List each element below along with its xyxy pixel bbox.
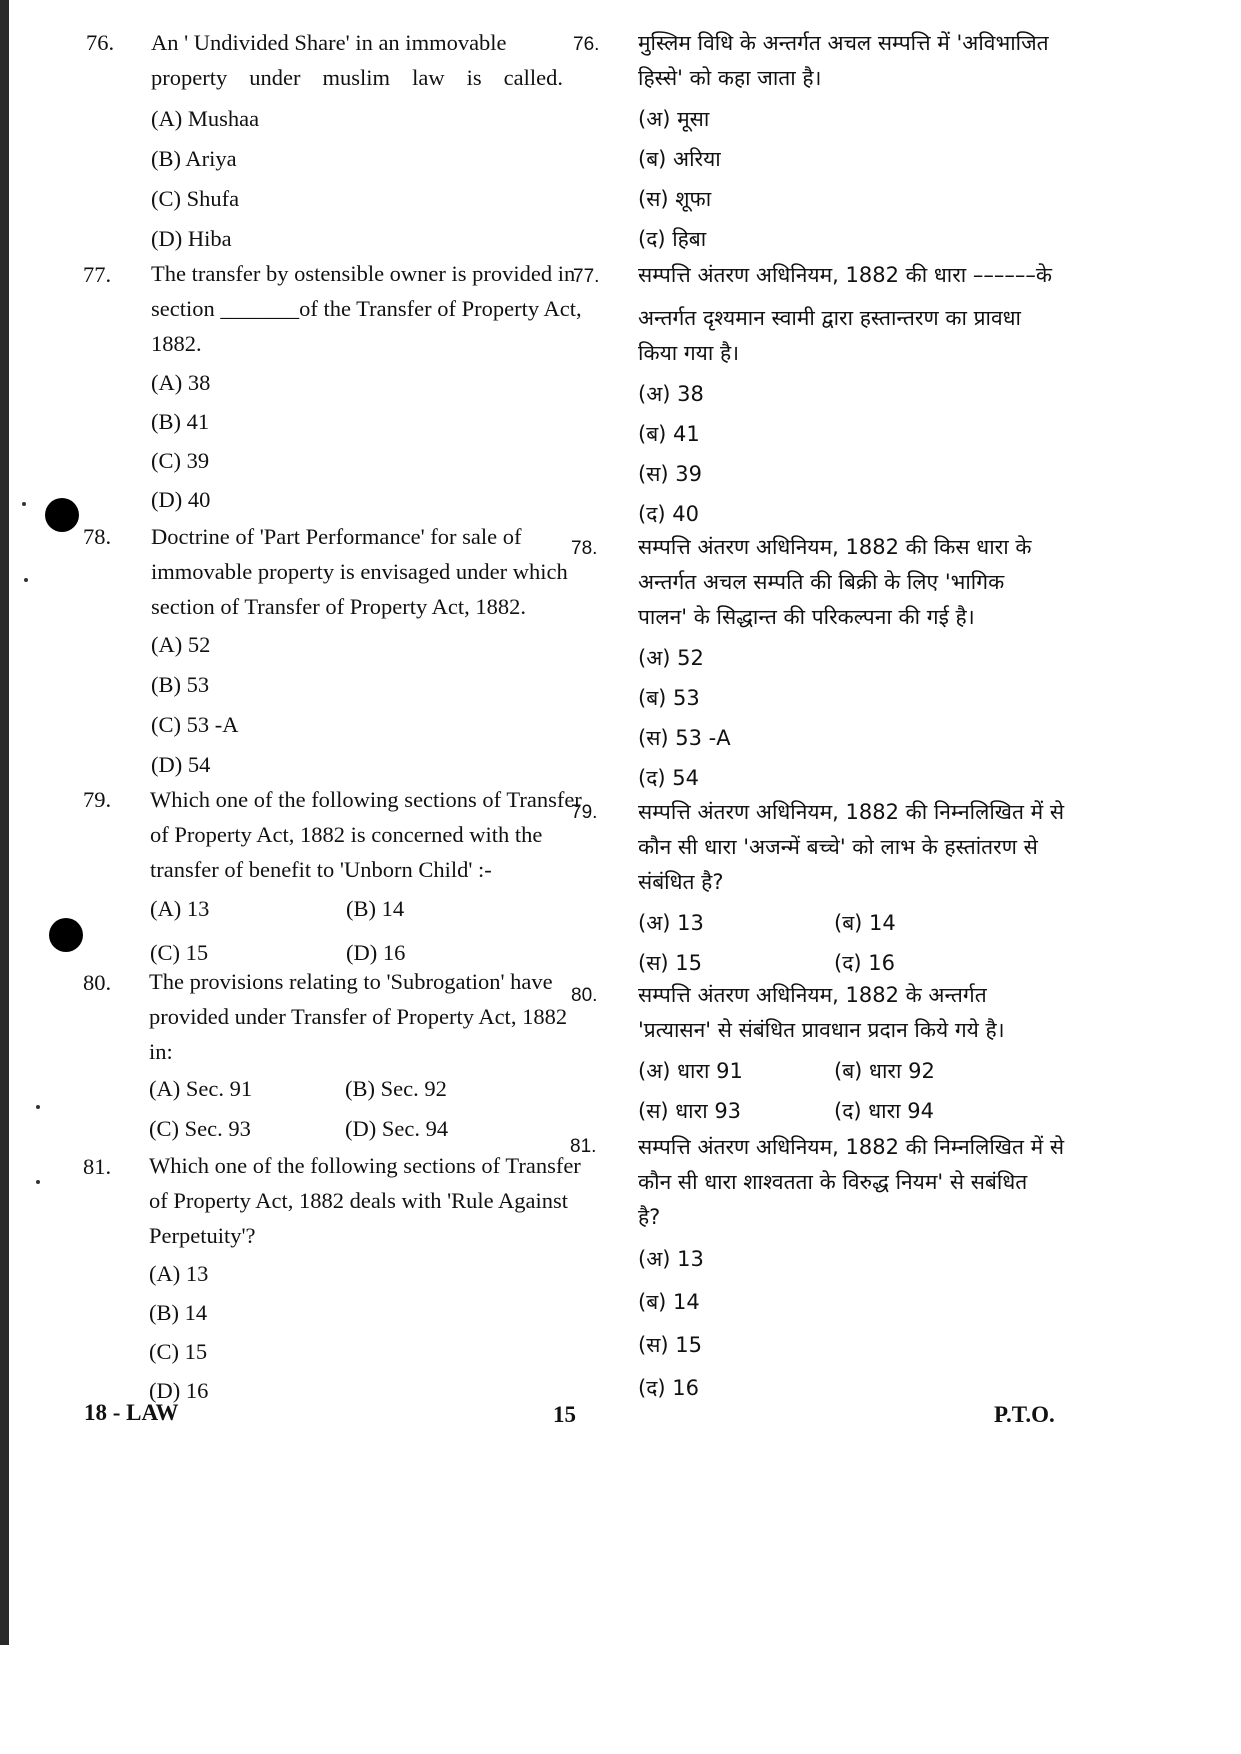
scan-edge <box>0 0 9 1645</box>
option-a: (A) 52 <box>151 632 211 657</box>
option-c: (स) 15 <box>638 1333 702 1357</box>
option-a: (A) 38 <box>151 370 211 395</box>
question-number-hi: 81. <box>570 1136 597 1157</box>
stem-line: section of Transfer of Property Act, 1882. <box>151 594 526 619</box>
option-d: (D) 16 <box>346 940 406 965</box>
footer-page-number: 15 <box>553 1402 576 1427</box>
stem-line: immovable property is envisaged under which <box>151 559 568 584</box>
option-c: (स) 53 -A <box>638 726 731 750</box>
stem-line: सम्पत्ति अंतरण अधिनियम, 1882 के अन्तर्गत <box>638 983 987 1007</box>
question-number: 79. <box>83 787 112 812</box>
question-number-hi: 78. <box>571 538 598 559</box>
punch-hole <box>49 918 83 952</box>
option-a: (A) 13 <box>149 1261 209 1286</box>
question-number-hi: 76. <box>573 34 600 55</box>
question-81-hi <box>638 1130 1065 1406</box>
stem-line: पालन' के सिद्धान्त की परिकल्पना की गई है। <box>638 605 975 629</box>
option-a: (अ) 13 <box>638 1247 704 1271</box>
stem-line: Which one of the following sections of Transfer <box>150 787 582 812</box>
option-b: (B) 14 <box>149 1300 208 1325</box>
stem-line: सम्पत्ति अंतरण अधिनियम, 1882 की किस धारा के <box>638 535 1032 559</box>
option-d: (द) 54 <box>638 766 699 790</box>
option-b: (B) Ariya <box>151 146 237 171</box>
stem-line: अन्तर्गत दृश्यमान स्वामी द्वारा हस्तान्तरण का प्रावधा <box>638 306 1021 330</box>
question-76-en <box>151 25 563 256</box>
option-d: (D) 16 <box>149 1378 209 1403</box>
stem-line: Doctrine of 'Part Performance' for sale of <box>151 524 522 549</box>
stem-line: Perpetuity'? <box>149 1223 256 1248</box>
stem-line: किया गया है। <box>638 341 740 365</box>
question-78-en <box>151 519 568 782</box>
option-c: (स) 15 <box>638 951 702 975</box>
option-a: (अ) मूसा <box>638 107 710 131</box>
option-c: (C) Sec. 93 <box>149 1116 251 1141</box>
question-77-en <box>151 256 582 517</box>
option-d: (द) 16 <box>638 1376 699 1400</box>
option-c: (C) 15 <box>150 940 209 965</box>
stem-line: 'प्रत्यासन' से संबंधित प्रावधान प्रदान किये गये है। <box>638 1018 1005 1042</box>
stem-line <box>151 25 563 60</box>
option-a: (अ) 13 <box>638 911 704 935</box>
stem-line: Which one of the following sections of Transfer <box>149 1153 581 1178</box>
option-row <box>638 1094 1052 1134</box>
stem-line: of Property Act, 1882 deals with 'Rule Against <box>149 1188 569 1213</box>
question-80-en <box>149 964 568 1151</box>
stem-line: सम्पत्ति अंतरण अधिनियम, 1882 की धारा ––––––के <box>638 263 1053 287</box>
option-b: (ब) अरिया <box>638 147 721 171</box>
option-b: (ब) 41 <box>638 422 700 446</box>
option-d: (द) हिबा <box>638 227 707 251</box>
question-79-hi <box>638 795 1065 986</box>
option-b: (B) 41 <box>151 409 210 434</box>
stem-line: संबंधित है? <box>638 870 724 894</box>
option-b: (B) 14 <box>346 896 405 921</box>
question-80-hi <box>638 978 1052 1134</box>
question-81-en <box>149 1148 581 1408</box>
question-number-hi: 77. <box>573 266 600 287</box>
stem-line: property under muslim law is called. <box>151 65 563 90</box>
stem-line: The provisions relating to 'Subrogation' have <box>149 969 553 994</box>
question-number-hi: 79. <box>571 802 598 823</box>
stem-line: The transfer by ostensible owner is provided in <box>151 261 576 286</box>
punch-hole <box>45 498 79 532</box>
option-a: (A) Mushaa <box>151 106 260 131</box>
question-stem <box>151 25 563 95</box>
question-number-hi: 80. <box>571 985 598 1006</box>
stem-line: अन्तर्गत अचल सम्पति की बिक्री के लिए 'भागिक <box>638 570 1005 594</box>
stem-line: सम्पत्ति अंतरण अधिनियम, 1882 की निम्नलिखित में से <box>638 800 1065 824</box>
question-number: 76. <box>86 30 115 55</box>
stem-line: मुस्लिम विधि के अन्तर्गत अचल सम्पत्ति में 'अविभाजित <box>638 31 1049 55</box>
option-d: (द) धारा 94 <box>834 1099 934 1123</box>
question-78-hi <box>638 530 1052 796</box>
question-77-hi <box>638 258 1052 532</box>
stem-line: in: <box>149 1039 173 1064</box>
stem-line: 1882. <box>151 331 202 356</box>
option-d: (द) 16 <box>834 951 895 975</box>
stem-line: कौन सी धारा 'अजन्में बच्चे' को लाभ के हस्तांतरण से <box>638 835 1038 859</box>
scan-speck <box>24 578 28 582</box>
question-79-en <box>150 782 582 979</box>
option-row <box>149 1071 561 1111</box>
stem-line: कौन सी धारा शाश्वतता के विरुद्ध नियम' से सबंधित <box>638 1170 1028 1194</box>
option-c: (C) 53 -A <box>151 712 239 737</box>
stem-line: of Property Act, 1882 is concerned with the <box>150 822 543 847</box>
stem-line: section _______of the Transfer of Property Act, <box>151 296 582 321</box>
option-a: (A) Sec. 91 <box>149 1076 253 1101</box>
option-b: (B) 53 <box>151 672 210 697</box>
question-number: 77. <box>83 262 112 287</box>
scan-speck <box>22 502 26 506</box>
option-a: (अ) धारा 91 <box>638 1059 743 1083</box>
option-b: (B) Sec. 92 <box>345 1076 447 1101</box>
stem-text: An ' Undivided Share' in an immovable <box>151 30 507 55</box>
option-a: (A) 13 <box>150 896 210 921</box>
option-row <box>638 1054 1052 1094</box>
stem-line: provided under Transfer of Property Act, 1882 <box>149 1004 568 1029</box>
option-row <box>638 906 1052 946</box>
option-a: (अ) 52 <box>638 646 704 670</box>
option-d: (D) Sec. 94 <box>345 1116 449 1141</box>
question-76-hi <box>638 26 1052 257</box>
option-a: (अ) 38 <box>638 382 704 406</box>
option-d: (D) Hiba <box>151 226 232 251</box>
option-d: (द) 40 <box>638 502 699 526</box>
stem-line: हिस्से' को कहा जाता है। <box>638 66 822 90</box>
option-row <box>150 891 562 935</box>
footer-paper-code: 18 - LAW <box>84 1400 179 1425</box>
scan-speck <box>36 1180 40 1184</box>
option-c: (C) 39 <box>151 448 210 473</box>
stem-line: सम्पत्ति अंतरण अधिनियम, 1882 की निम्नलिखित में से <box>638 1135 1065 1159</box>
option-row <box>149 1111 561 1151</box>
option-b: (ब) 14 <box>638 1290 700 1314</box>
question-number: 80. <box>83 970 112 995</box>
option-c: (स) 39 <box>638 462 702 486</box>
stem-line: transfer of benefit to 'Unborn Child' :- <box>150 857 492 882</box>
option-b: (ब) धारा 92 <box>834 1059 935 1083</box>
option-c: (स) शूफा <box>638 187 712 211</box>
option-b: (ब) 14 <box>834 911 896 935</box>
option-c: (C) Shufa <box>151 186 240 211</box>
scan-speck <box>36 1105 40 1109</box>
option-b: (ब) 53 <box>638 686 700 710</box>
footer-pto: P.T.O. <box>994 1402 1055 1427</box>
option-c: (स) धारा 93 <box>638 1099 742 1123</box>
option-d: (D) 40 <box>151 487 211 512</box>
question-number: 81. <box>83 1154 112 1179</box>
option-c: (C) 15 <box>149 1339 208 1364</box>
option-d: (D) 54 <box>151 752 211 777</box>
stem-line: है? <box>638 1205 661 1229</box>
question-number: 78. <box>83 524 112 549</box>
